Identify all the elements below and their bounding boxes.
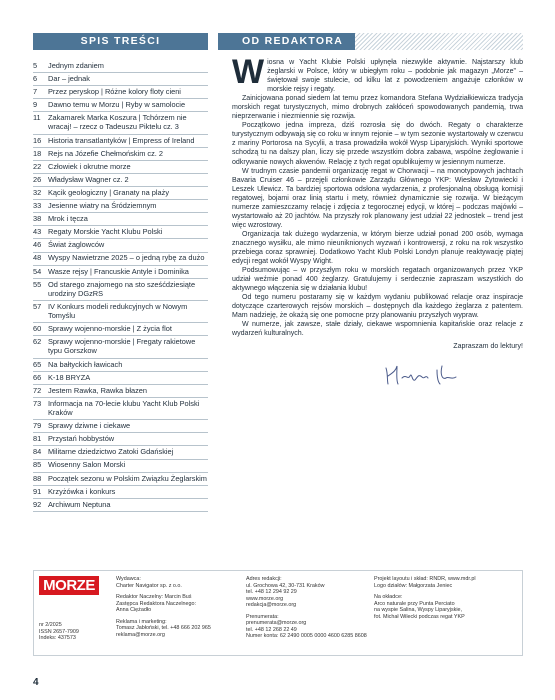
toc-page-number: 7 <box>33 87 38 97</box>
masthead-line: tel. +48 12 294 92 29 <box>246 589 297 595</box>
toc-page-number: 62 <box>33 337 42 347</box>
toc-item-title: Informacja na 70-lecie klubu Yacht Klub Polski Kraków <box>48 398 200 418</box>
masthead-line: Anna Ciężadło <box>116 607 152 613</box>
editorial-section <box>218 33 523 388</box>
toc-item-title: Władysław Wagner cz. 2 <box>48 174 129 184</box>
editorial-paragraph: Początkowo jedna impreza, dziś rozrosła się do dwóch. Regaty o charakterze turystycznym odbywają się co roku w innym rejonie – w tym sezonie wystartowały w czerwcu z mariny Portorosa na Sycylii, a trasa prowadziła wokół Wysp Liparyjskich. Wyniki sportowe schodzą tu na dalszy plan, liczy się przede wszystkim dobra zabawa, wspólne żeglowanie i odkrywanie nowych akwenów. Relację z tych regat opublikujemy w jesiennym numerze. <box>232 122 523 166</box>
toc-page-number: 6 <box>33 73 38 83</box>
masthead-line: fot. Michał Wilecki podczas regat YKP <box>374 613 465 620</box>
editorial-paragraph: W numerze, jak zawsze, stałe działy, ciekawe wspomnienia kapitańskie oraz relacje z wydarzeń kulturalnych. <box>232 321 523 338</box>
toc-item-title: Krzyżówka i konkurs <box>48 486 116 496</box>
toc-page-number: 48 <box>33 253 42 263</box>
morze-logo: MORZE <box>39 576 99 595</box>
masthead-line: Arco naturale przy Punta Perciato <box>374 600 455 607</box>
masthead-line: prenumerata@morze.org <box>246 620 307 626</box>
toc-item-title: Dar – jednak <box>48 73 90 83</box>
toc-page-number: 32 <box>33 187 42 197</box>
toc-item <box>33 460 208 473</box>
toc-page-number: 81 <box>33 434 42 444</box>
toc-item <box>33 112 208 134</box>
toc-item <box>33 446 208 459</box>
toc-item <box>33 279 208 301</box>
toc-item-title: Rejs na Józefie Chełmońskim cz. 2 <box>48 148 164 158</box>
toc-item-title: Jestem Rawka, Rawka błazen <box>48 385 147 395</box>
toc-page-number: 91 <box>33 486 42 496</box>
toc-page-number: 46 <box>33 240 42 250</box>
toc-item-title: Mrok i tęcza <box>48 214 88 224</box>
toc-page-number: 9 <box>33 100 38 110</box>
masthead-line: Reklama i marketing: <box>116 618 167 625</box>
toc-item <box>33 253 208 266</box>
toc-item-title: Militarne dziedzictwo Zatoki Gdańskiej <box>48 447 174 457</box>
toc-item-title: Początek sezonu w Polskim Związku Żeglarskim <box>48 473 207 483</box>
editorial-paragraph: Organizacja tak dużego wydarzenia, w którym bierze udział ponad 200 osób, wymaga znacznego wysiłku, ale mimo nieuniknionych wyzwań i kontrowersji, z roku na rok wszystko przebiega coraz sprawniej. Dodatkowo Yacht Klub Polski Londyn planuje reaktywację piątej edycji regat wokół Wyspy Wight. <box>232 230 523 266</box>
credits-info <box>374 576 476 620</box>
toc-item <box>33 486 208 499</box>
editorial-paragraph: Podsumowując – w przyszłym roku w morskich regatach organizowanych przez YKP udział weźmie ponad 400 żeglarzy. Gratulujemy i serdecznie zapraszam wszystkich do aktywnego włączenia się w działania klubu! <box>232 267 523 293</box>
toc-item <box>33 266 208 279</box>
toc-item <box>33 372 208 385</box>
toc-item <box>33 323 208 336</box>
editorial-paragraph-text: iosna w Yacht Klubie Polski upłynęła niezwykle aktywnie. Najstarszy klub żeglarski w Polsce, który w ubiegłym roku – podobnie jak magazyn „Morze” – świętował swoje stulecie, od kilku lat z powodzeniem angażuje członków w morskie rejsy i regaty. <box>267 59 523 94</box>
toc-item-title: Sprawy wojenno-morskie | Z życia flot <box>48 324 172 334</box>
toc-item <box>33 73 208 86</box>
toc-item <box>33 174 208 187</box>
toc-item-title: Historia transatlantyków | Empress of Ireland <box>48 135 195 145</box>
masthead-line: ISSN 2657-7909 <box>39 628 79 635</box>
toc-item-title: Wiosenny Salon Morski <box>48 460 126 470</box>
toc-page-number: 54 <box>33 266 42 276</box>
masthead-line: nr 2/2025 <box>39 622 62 628</box>
toc-item-title: Kącik geologiczny | Granaty na plaży <box>48 187 170 197</box>
issue-info <box>39 622 79 642</box>
editorial-paragraph: W trudnym czasie pandemii organizację regat w Chorwacji – na monotypowych jachtach Bavaria Cruiser 46 – przejęli członkowie Zarządu Głównego YKP: Wiesław Żytowiecki i Leszek Ulewicz. Ta bardziej sportowa odsłona wydarzenia, z profesjonalną obsługą komisji regatowej, bojami oraz linią startu i mety, również dynamicznie się rozwija. W bieżącym numerze zamieszczamy relację i zdjęcia z tegorocznej edycji, w której – podczas majówki – wystartowało aż 20 jachtów. Na przyszły rok planowany jest udział 22 jednostek – trend jest więc wzrostowy. <box>232 167 523 229</box>
toc-item-title: Człowiek i okrutne morze <box>48 161 131 171</box>
toc-item <box>33 187 208 200</box>
toc-item-title: Sprawy dziwne i ciekawe <box>48 421 131 431</box>
toc-page-number: 11 <box>33 113 41 123</box>
toc-page-number: 38 <box>33 214 42 224</box>
toc-page-number: 22 <box>33 161 42 171</box>
toc-item <box>33 499 208 512</box>
drop-cap: W <box>232 53 265 91</box>
toc-item <box>33 226 208 239</box>
toc-item <box>33 359 208 372</box>
toc-header: SPIS TREŚCI <box>33 33 208 50</box>
toc-item-title: Na bałtyckich ławicach <box>48 359 123 369</box>
masthead-line: tel. +48 12 268 22 49 <box>246 626 297 633</box>
toc-page-number: 66 <box>33 372 42 382</box>
toc-item-title: Waszе rejsy | Francuskie Antyle i Dominika <box>48 266 189 276</box>
toc-item <box>33 420 208 433</box>
toc-page-number: 33 <box>33 201 42 211</box>
toc-item <box>33 200 208 213</box>
toc-item <box>33 161 208 174</box>
toc-item-title: Sprawy wojenno-morskie | Fregaty rakietowe typu Gorszkow <box>48 337 196 356</box>
toc-item-title: Wyspy Nawietrzne 2025 – o jedną rybę za dużo <box>48 253 205 263</box>
signature-image <box>382 362 492 388</box>
toc-item <box>33 135 208 148</box>
toc-item <box>33 433 208 446</box>
masthead-line: www.morze.org <box>246 595 284 602</box>
toc-page-number: 18 <box>33 148 42 158</box>
toc-item-title: Jesienne wiatry na Śródziemnym <box>48 201 157 211</box>
toc-item <box>33 213 208 226</box>
toc-item-title: Jednym zdaniem <box>48 60 104 70</box>
header-stripe-decoration <box>355 33 523 50</box>
toc-page-number: 55 <box>33 279 42 289</box>
toc-page-number: 79 <box>33 421 42 431</box>
masthead-line: Prenumerata: <box>246 613 279 620</box>
toc-page-number: 73 <box>33 398 42 408</box>
toc-page-number: 84 <box>33 447 42 457</box>
toc-page-number: 57 <box>33 301 42 311</box>
editorial-title: OD REDAKTORA <box>218 33 355 50</box>
masthead-line: Logo działów: Małgorzata Jeniec <box>374 582 453 589</box>
editorial-address <box>246 576 367 640</box>
masthead-line: ul. Grochowa 42, 30-731 Kraków <box>246 582 325 589</box>
masthead-line: Na okładce: <box>374 594 403 600</box>
toc-item-title: Zakamarek Marka Koszura | Tchórzem nie wracaj! – rzecz o Tadeuszu Piktelu cz. 3 <box>48 113 187 132</box>
toc-page-number: 65 <box>33 359 42 369</box>
toc-item <box>33 99 208 112</box>
toc-item <box>33 385 208 398</box>
toc-page-number: 60 <box>33 324 42 334</box>
toc-page-number: 26 <box>33 174 42 184</box>
toc-item <box>33 336 208 358</box>
toc-page-number: 72 <box>33 385 42 395</box>
toc-page-number: 16 <box>33 135 42 145</box>
toc-item-title: Przez peryskop | Różne kolory floty cieni <box>48 87 181 97</box>
toc-item <box>33 398 208 420</box>
toc-item-title: Przystań hobbystów <box>48 434 115 444</box>
closing-line: Zapraszam do lektury! <box>453 343 523 351</box>
editorial-paragraph <box>232 53 523 94</box>
toc-item-title: Archiwum Neptuna <box>48 499 111 509</box>
masthead-line: Wydawca: <box>116 576 141 582</box>
toc-list <box>33 60 208 512</box>
masthead-line: Zastępca Redaktora Naczelnego: <box>116 600 197 607</box>
masthead-line: Adres redakcji: <box>246 576 282 582</box>
toc-item-title: Od starego znajomego na sto sześćdziesiąte urodziny DGzRS <box>48 279 196 298</box>
table-of-contents <box>33 33 208 512</box>
toc-item-title: IV Konkurs modeli redukcyjnych w Nowym Tomyślu <box>48 301 188 321</box>
toc-item-title: Regaty Morskie Yacht Klubu Polski <box>48 227 163 237</box>
toc-item <box>33 473 208 486</box>
masthead-line: Charter Navigator sp. z o.o. <box>116 582 182 589</box>
toc-item <box>33 239 208 252</box>
masthead-line: Indeks: 437573 <box>39 635 76 641</box>
editorial-paragraph: Zainicjowana ponad siedem lat temu przez komandora Stefana Wydziałkiewicza tradycja morskich regat turystycznych, mimo drobnych zakłóceń spowodowanych pandemią, trwa nieprzerwanie i niezmiennie się rozwija. <box>232 95 523 121</box>
page-number: 4 <box>33 677 39 688</box>
toc-page-number: 5 <box>33 60 38 70</box>
masthead-line: Redaktor Naczelny: Marcin Buś <box>116 594 192 600</box>
masthead-box <box>33 570 523 656</box>
masthead-line: na wyspie Salina, Wyspy Liparyjskie, <box>374 607 463 613</box>
editorial-header <box>218 33 523 50</box>
toc-item-title: Świat żaglowców <box>48 240 105 250</box>
masthead-line: reklama@morze.org <box>116 631 165 638</box>
editorial-body <box>218 50 523 338</box>
editorial-paragraph: Od tego numeru postaramy się w każdym wydaniu publikować relacje oraz inspiracje dotyczące czarterowych rejsów morskich – dostępnych dla każdego żeglarza z patentem. Mam nadzieję, że okażą się one pomocne przy planowaniu przyszłych wypraw. <box>232 294 523 320</box>
publisher-info <box>116 576 211 638</box>
toc-page-number: 85 <box>33 460 42 470</box>
masthead-line: Tomasz Jabłoński, tel. +48 666 202 965 <box>116 625 211 631</box>
toc-page-number: 92 <box>33 499 42 509</box>
toc-item <box>33 60 208 73</box>
toc-item <box>33 86 208 99</box>
toc-item <box>33 148 208 161</box>
masthead-line: Projekt layoutu i skład: RNDR, www.mdr.pl <box>374 576 476 582</box>
toc-item <box>33 301 208 323</box>
masthead-line: redakcja@morze.org <box>246 602 297 608</box>
toc-page-number: 88 <box>33 473 42 483</box>
toc-item-title: K-18 BRYZA <box>48 372 91 382</box>
toc-item-title: Dawno temu w Morzu | Ryby w samolocie <box>48 100 186 110</box>
masthead-line: Numer konta: 62 2490 0005 0000 4600 6285 8608 <box>246 633 367 639</box>
toc-page-number: 43 <box>33 227 42 237</box>
